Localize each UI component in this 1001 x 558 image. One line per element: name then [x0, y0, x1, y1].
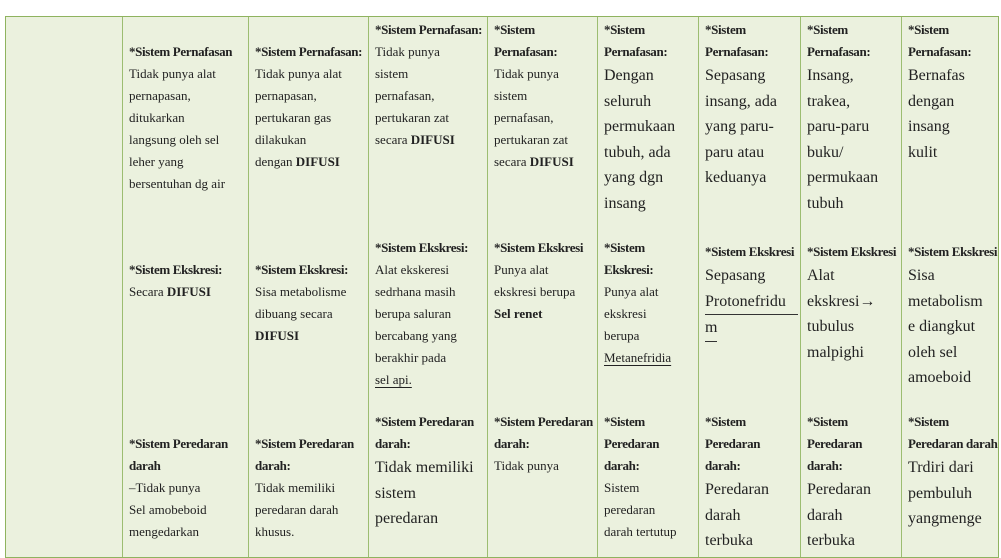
- table-cell: [255, 433, 366, 543]
- table-column: [122, 17, 249, 557]
- cell-line-text: peredaran darah: [255, 502, 339, 517]
- cell-bold-term: DIFUSI: [255, 328, 300, 343]
- cell-title: *Sistem Pernafasan: [129, 44, 233, 59]
- cell-line: Bernafas: [908, 67, 965, 84]
- cell-title: *Sistem Ekskresi: [908, 244, 998, 259]
- cell-line: [604, 521, 696, 543]
- cell-title: *Sistem Ekskresi:: [604, 240, 654, 277]
- table-cell: [604, 411, 696, 543]
- table-cell: [705, 241, 798, 342]
- cell-line: Dengan: [604, 67, 654, 84]
- cell-line-text: Tidak memiliki: [255, 480, 336, 495]
- cell-line: permukaan: [604, 118, 676, 135]
- cell-title: *Sistem Peredaran darah:: [255, 436, 354, 473]
- cell-line-text: Secara: [129, 284, 167, 299]
- cell-line-text: leher yang: [129, 154, 184, 169]
- table-cell: [705, 19, 798, 191]
- table-cell: [908, 411, 998, 532]
- cell-bold-term: DIFUSI: [529, 154, 574, 169]
- cell-line: [375, 85, 485, 107]
- cell-line: Sepasang: [705, 67, 766, 84]
- cell-line: pembuluh: [908, 484, 972, 502]
- cell-title: *Sistem Ekskresi:: [375, 240, 469, 255]
- table-cell: [807, 411, 899, 554]
- cell-line: dengan: [908, 92, 955, 110]
- cell-line-text: Sel amobeboid: [129, 502, 207, 517]
- cell-line: Sepasang: [705, 267, 766, 284]
- cell-line: [255, 281, 366, 303]
- table-cell: [705, 411, 798, 554]
- cell-line: buku/: [807, 143, 844, 161]
- table-cell: [129, 433, 246, 543]
- cell-line: [129, 129, 246, 151]
- cell-line: [129, 477, 246, 499]
- cell-title: *Sistem Ekskresi: [705, 244, 795, 259]
- cell-line-text: secara: [494, 154, 530, 169]
- table-column: [901, 17, 1001, 557]
- cell-bold-term: Sel renet: [494, 306, 543, 321]
- table-cell: [375, 411, 485, 532]
- cell-line: yangmenge: [908, 510, 982, 527]
- cell-line: [255, 129, 366, 151]
- table-column: [368, 17, 488, 557]
- cell-underlined-term: sel api.: [375, 372, 412, 387]
- cell-line-text: berupa: [604, 328, 640, 343]
- cell-line: [604, 303, 696, 325]
- cell-line: [255, 499, 366, 521]
- cell-line-text: pernapasan,: [255, 88, 317, 103]
- comparison-table: [5, 16, 999, 558]
- cell-title: *Sistem Ekskresi: [494, 240, 584, 255]
- cell-line: [494, 455, 595, 477]
- cell-line-text: langsung oleh sel: [129, 132, 220, 147]
- cell-line-text: sistem: [494, 88, 528, 103]
- cell-line-text: mengedarkan: [129, 524, 200, 539]
- cell-line: Alat: [807, 267, 835, 284]
- cell-line: insang, ada: [705, 92, 777, 110]
- cell-title: *Sistem Peredaran darah: [908, 414, 998, 451]
- cell-line: [604, 477, 696, 499]
- cell-line-text: pertukaran zat: [494, 132, 568, 147]
- table-column: [800, 17, 902, 557]
- cell-line: tubuh: [807, 194, 844, 212]
- cell-line: [375, 281, 485, 303]
- cell-line: peredaran: [375, 510, 439, 527]
- cell-line: darah: [807, 506, 843, 524]
- cell-line: [375, 325, 485, 347]
- cell-line: insang: [908, 118, 950, 135]
- cell-line: tubuh, ada: [604, 143, 671, 161]
- cell-title: *Sistem Pernafasan:: [375, 22, 483, 37]
- cell-line: [494, 85, 595, 107]
- cell-line: yang paru-: [705, 118, 774, 135]
- cell-line-text: Alat ekskeresi: [375, 262, 450, 277]
- cell-line-text: sedrhana masih: [375, 284, 456, 299]
- cell-title: *Sistem Pernafasan:: [255, 44, 363, 59]
- cell-line: [494, 63, 595, 85]
- cell-line: terbuka: [705, 532, 753, 549]
- cell-line: [494, 151, 595, 173]
- cell-line: [129, 63, 246, 85]
- cell-line-text: pernapasan,: [129, 88, 191, 103]
- table-cell: [494, 237, 595, 325]
- table-cell: [375, 19, 485, 151]
- cell-line-text: Sistem: [604, 480, 640, 495]
- cell-line: [255, 303, 366, 325]
- table-cell: [494, 19, 595, 173]
- cell-line: [494, 129, 595, 151]
- cell-line: [129, 499, 246, 521]
- cell-underlined-term: Protonefridu: [705, 289, 798, 316]
- cell-line: Peredaran: [705, 481, 769, 498]
- cell-line: [375, 347, 485, 369]
- table-cell: [908, 241, 998, 391]
- cell-line-text: sistem: [375, 66, 409, 81]
- cell-line-text: khusus.: [255, 524, 295, 539]
- cell-line: sistem: [375, 484, 416, 502]
- table-cell: [129, 41, 246, 195]
- cell-line-text: dengan: [255, 154, 296, 169]
- cell-line: paru-paru: [807, 118, 870, 135]
- cell-line: seluruh: [604, 92, 652, 110]
- cell-line: [129, 173, 246, 195]
- table-cell: [494, 411, 595, 477]
- cell-line-text: Sisa metabolisme: [255, 284, 347, 299]
- table-cell: [807, 241, 899, 365]
- cell-bold-term: DIFUSI: [166, 284, 211, 299]
- cell-line: permukaan: [807, 169, 879, 186]
- cell-line: terbuka: [807, 532, 855, 549]
- cell-line-text: Punya alat: [604, 284, 659, 299]
- cell-line: [494, 107, 595, 129]
- cell-line: [255, 63, 366, 85]
- cell-line-text: berupa saluran: [375, 306, 452, 321]
- cell-line: [604, 281, 696, 303]
- cell-line: amoeboid: [908, 369, 972, 386]
- cell-line-text: pertukaran gas: [255, 110, 332, 125]
- cell-line-text: dibuang secara: [255, 306, 333, 321]
- cell-line-text: Tidak punya alat: [255, 66, 342, 81]
- cell-line-text: bercabang yang: [375, 328, 457, 343]
- cell-line: [129, 521, 246, 543]
- cell-line: tubulus: [807, 318, 855, 335]
- cell-line: [129, 107, 246, 129]
- cell-title: *Sistem Ekskresi: [807, 244, 897, 259]
- cell-line: [129, 85, 246, 107]
- cell-title: *Sistem Peredaran darah: [129, 436, 228, 473]
- cell-line: [375, 107, 485, 129]
- cell-line-text: pertukaran zat: [375, 110, 449, 125]
- cell-line: e diangkut: [908, 318, 976, 335]
- cell-title: *Sistem Pernafasan:: [807, 22, 871, 59]
- cell-line-text: pernafasan,: [494, 110, 554, 125]
- cell-title: *Sistem Ekskresi:: [255, 262, 349, 277]
- cell-line-text: –Tidak punya: [129, 480, 201, 495]
- cell-line-text: peredaran: [604, 502, 656, 517]
- cell-line: Insang,: [807, 67, 854, 84]
- cell-line-text: ekskresi berupa: [494, 284, 576, 299]
- cell-line-text: Tidak punya: [494, 66, 559, 81]
- cell-title: *Sistem Peredaran darah:: [705, 414, 761, 473]
- table-cell: [908, 19, 998, 165]
- cell-line: malpighi: [807, 343, 864, 361]
- cell-title: *Sistem Peredaran darah:: [494, 414, 593, 451]
- table-cell: [255, 259, 366, 347]
- cell-line-text: darah tertutup: [604, 524, 677, 539]
- cell-bold-term: DIFUSI: [410, 132, 455, 147]
- cell-line: keduanya: [705, 169, 767, 186]
- cell-line: [375, 303, 485, 325]
- table-column: [6, 17, 122, 557]
- cell-line: [604, 325, 696, 347]
- cell-line-text: ekskresi: [604, 306, 647, 321]
- cell-line: [375, 129, 485, 151]
- table-cell: [604, 237, 696, 369]
- cell-line: darah: [705, 506, 741, 524]
- cell-line: oleh sel: [908, 343, 958, 361]
- table-column: [698, 17, 801, 557]
- cell-title: *Sistem Pernafasan:: [705, 22, 769, 59]
- table-cell: [604, 19, 696, 216]
- cell-line: [375, 259, 485, 281]
- cell-line-text: dilakukan: [255, 132, 307, 147]
- cell-line: Peredaran: [807, 481, 871, 498]
- cell-title: *Sistem Pernafasan:: [604, 22, 668, 59]
- cell-title: *Sistem Ekskresi:: [129, 262, 223, 277]
- cell-line: [255, 107, 366, 129]
- table-column: [597, 17, 699, 557]
- cell-line: [375, 41, 485, 63]
- cell-line: [494, 281, 595, 303]
- table-cell: [129, 259, 246, 303]
- cell-line: [129, 281, 246, 303]
- cell-line-text: Tidak punya alat: [129, 66, 216, 81]
- cell-line-text: Tidak punya: [494, 458, 559, 473]
- cell-line-text: pernafasan,: [375, 88, 435, 103]
- cell-line-text: bersentuhan dg air: [129, 176, 226, 191]
- cell-title: *Sistem Peredaran darah:: [375, 414, 474, 451]
- cell-line: Trdiri dari: [908, 459, 974, 476]
- cell-line-text: Punya alat: [494, 262, 549, 277]
- cell-line: [255, 521, 366, 543]
- cell-line: [494, 259, 595, 281]
- table-column: [487, 17, 598, 557]
- cell-line-text: Tidak punya: [375, 44, 440, 59]
- cell-line: ekskresi→: [807, 292, 876, 310]
- cell-line-text: secara: [375, 132, 411, 147]
- cell-line: [129, 151, 246, 173]
- cell-line: [255, 151, 366, 173]
- cell-line: [255, 477, 366, 499]
- cell-underlined-term: Metanefridia: [604, 350, 672, 365]
- cell-line: Tidak memiliki: [375, 459, 474, 476]
- cell-line: [604, 499, 696, 521]
- cell-bold-term: DIFUSI: [295, 154, 340, 169]
- cell-line: paru atau: [705, 143, 765, 161]
- cell-line: metabolism: [908, 292, 983, 310]
- cell-line: yang dgn: [604, 169, 664, 186]
- cell-line: Sisa: [908, 267, 935, 284]
- cell-line: insang: [604, 194, 646, 212]
- cell-line-text: ditukarkan: [129, 110, 185, 125]
- cell-title: *Sistem Pernafasan:: [494, 22, 558, 59]
- cell-line-text: berakhir pada: [375, 350, 447, 365]
- cell-line: [255, 85, 366, 107]
- cell-underlined-term: m: [705, 315, 717, 342]
- table-cell: [807, 19, 899, 216]
- table-cell: [375, 237, 485, 391]
- table-column: [248, 17, 369, 557]
- cell-line: trakea,: [807, 92, 851, 110]
- table-cell: [255, 41, 366, 173]
- cell-line: [375, 63, 485, 85]
- cell-title: *Sistem Peredaran darah:: [604, 414, 660, 473]
- cell-line: kulit: [908, 143, 938, 161]
- cell-title: *Sistem Peredaran darah:: [807, 414, 863, 473]
- cell-title: *Sistem Pernafasan:: [908, 22, 972, 59]
